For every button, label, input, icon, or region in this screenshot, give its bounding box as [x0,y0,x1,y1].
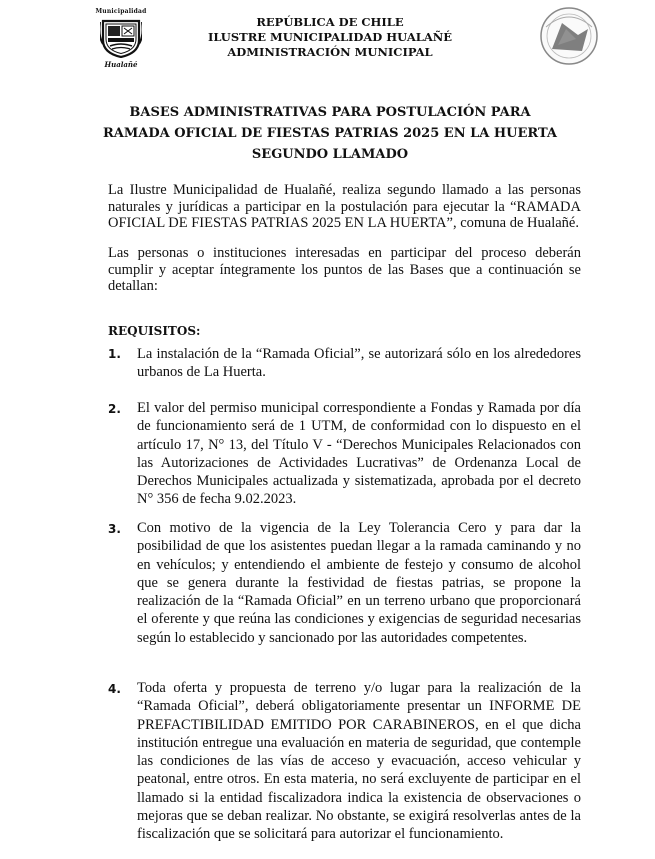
requirement-number: 3. [108,522,121,536]
letterhead-line-1: REPÚBLICA DE CHILE [256,15,404,29]
requirement-text: Con motivo de la vigencia de la Ley Tolerancia Cero y para dar la posibilidad de que los asistentes puedan llegar a la ramada caminando y no en vehículos; y entendiendo el ambiente de festejo y consumo de alcohol que se genera durante la festividad de fiestas patrias, se propone la realización de la “Ramada Oficial” en un terreno urbano que proporcionará el oferente y que reúna las condiciones y exigencias de seguridad necesarias según lo establecido y sancionado por las autoridades competentes. [137,520,581,646]
letterhead [190,15,470,60]
requirement-text: El valor del permiso municipal correspondiente a Fondas y Ramada por día de funcionamiento será de 1 UTM, de conformidad con lo dispuesto en el artículo 17, N° 13, del Título V - “Derechos Municipales Relacionados con las Autorizaciones de Actividades Lucrativas” de Ordenanza Local de Derechos Municipales actualizada y sistematizada, aprobada por el decreto N° 356 de fecha 9.02.2023. [137,400,581,508]
circular-seal-logo [538,5,600,67]
title-line-1: BASES ADMINISTRATIVAS PARA POSTULACIÓN PARA [129,105,531,120]
shield-icon [100,18,142,58]
letterhead-line-2: ILUSTRE MUNICIPALIDAD HUALAÑÉ [207,30,453,44]
title-line-3: SEGUNDO LLAMADO [251,147,409,162]
title-line-2: RAMADA OFICIAL DE FIESTAS PATRIAS 2025 EN LA HUERTA [102,126,558,141]
requirement-text: Toda oferta y propuesta de terreno y/o lugar para la realización de la “Ramada Oficial”, deberá obligatoriamente presentar un INFORME DE PREFACTIBILIDAD EMITIDO POR CARABINEROS, en el que dicha institución entregue una evaluación en materia de seguridad, que contemple las condiciones de las vías de acceso y evacuación, acceso vehicular y peatonal, entre otros. En esta materia, no será excluyente de participar en el llamado si la entidad fiscalizadora indica la existencia de observaciones o mejoras que se deban realizar. No obstante, se exigirá resolverlas antes de la fiscalización que se solicitará para autorizar el funcionamiento. [137,680,581,843]
requirement-text: La instalación de la “Ramada Oficial”, se autorizará sólo en los alrededores urbanos de La Huerta. [137,346,581,381]
letterhead-line-3: ADMINISTRACIÓN MUNICIPAL [227,45,433,59]
requirement-number: 4. [108,682,121,696]
document-title [90,102,570,165]
intro-paragraph-2: Las personas o instituciones interesadas en participar del proceso deberán cumplir y aceptar íntegramente los puntos de las Bases que a continuación se detallan: [108,245,581,294]
requirement-number: 1. [108,347,121,361]
intro-paragraph-1: La Ilustre Municipalidad de Hualañé, realiza segundo llamado a las personas naturales y jurídicas a participar en la postulación para ejecutar la “RAMADA OFICIAL DE FIESTAS PATRIAS 2025 EN LA HUERTA”, comuna de Hualañé. [108,182,581,231]
municipal-crest-logo [92,8,150,70]
requirement-number: 2. [108,402,121,416]
crest-under-text: Hualañé [104,60,138,69]
requirements-heading: REQUISITOS: [108,324,201,338]
crest-arc-text: Municipalidad [95,8,147,15]
